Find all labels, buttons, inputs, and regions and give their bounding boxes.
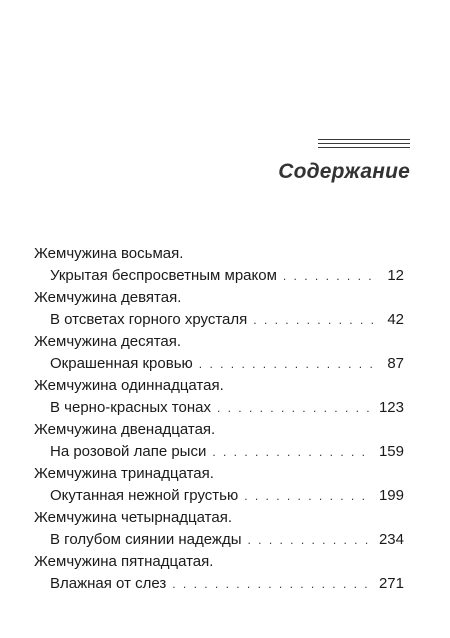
toc-heading: Жемчужина десятая. xyxy=(34,333,182,350)
page-number: 123 xyxy=(378,399,404,416)
toc-subentry[interactable] xyxy=(34,485,404,507)
divider xyxy=(318,143,410,144)
toc-subtitle: В черно-красных тонах xyxy=(50,399,211,416)
toc-entry xyxy=(34,375,404,419)
dot-leader xyxy=(212,441,371,463)
dot-leader xyxy=(283,265,379,287)
toc-heading: Жемчужина восьмая. xyxy=(34,245,184,262)
toc-subentry[interactable] xyxy=(34,441,404,463)
table-of-contents xyxy=(34,243,404,595)
toc-subtitle: Влажная от слез xyxy=(50,575,167,592)
toc-entry xyxy=(34,551,404,595)
page-title: Содержание xyxy=(278,160,410,183)
toc-entry xyxy=(34,331,404,375)
toc-subentry[interactable] xyxy=(34,397,404,419)
toc-subentry[interactable] xyxy=(34,529,404,551)
toc-entry xyxy=(34,419,404,463)
toc-entry xyxy=(34,507,404,551)
dot-leader xyxy=(244,485,371,507)
toc-entry xyxy=(34,463,404,507)
divider xyxy=(318,139,410,140)
page-number: 12 xyxy=(387,267,404,284)
dot-leader xyxy=(253,309,379,331)
toc-heading: Жемчужина двенадцатая. xyxy=(34,421,216,438)
toc-subtitle: В голубом сиянии надежды xyxy=(50,531,242,548)
toc-subtitle: Окутанная нежной грустью xyxy=(50,487,239,504)
toc-subtitle: На розовой лапе рыси xyxy=(50,443,207,460)
toc-subentry[interactable] xyxy=(34,573,404,595)
page-number: 271 xyxy=(378,575,404,592)
toc-subtitle: В отсветах горного хрусталя xyxy=(50,311,248,328)
page-number: 199 xyxy=(378,487,404,504)
divider xyxy=(318,147,410,148)
page-number: 87 xyxy=(387,355,404,372)
dot-leader xyxy=(199,353,380,375)
toc-subentry[interactable] xyxy=(34,265,404,287)
toc-entry xyxy=(34,243,404,287)
toc-subtitle: Укрытая беспросветным мраком xyxy=(50,267,277,284)
dot-leader xyxy=(172,573,371,595)
decorative-rules xyxy=(318,139,410,151)
page-number: 42 xyxy=(387,311,404,328)
toc-subentry[interactable] xyxy=(34,309,404,331)
page-number: 234 xyxy=(378,531,404,548)
toc-heading: Жемчужина четырнадцатая. xyxy=(34,509,232,526)
toc-heading: Жемчужина пятнадцатая. xyxy=(34,553,214,570)
dot-leader xyxy=(217,397,371,419)
toc-heading: Жемчужина тринадцатая. xyxy=(34,465,214,482)
toc-heading: Жемчужина девятая. xyxy=(34,289,182,306)
toc-subentry[interactable] xyxy=(34,353,404,375)
toc-heading: Жемчужина одиннадцатая. xyxy=(34,377,224,394)
page-number: 159 xyxy=(378,443,404,460)
toc-subtitle: Окрашенная кровью xyxy=(50,355,193,372)
dot-leader xyxy=(248,529,371,551)
toc-entry xyxy=(34,287,404,331)
